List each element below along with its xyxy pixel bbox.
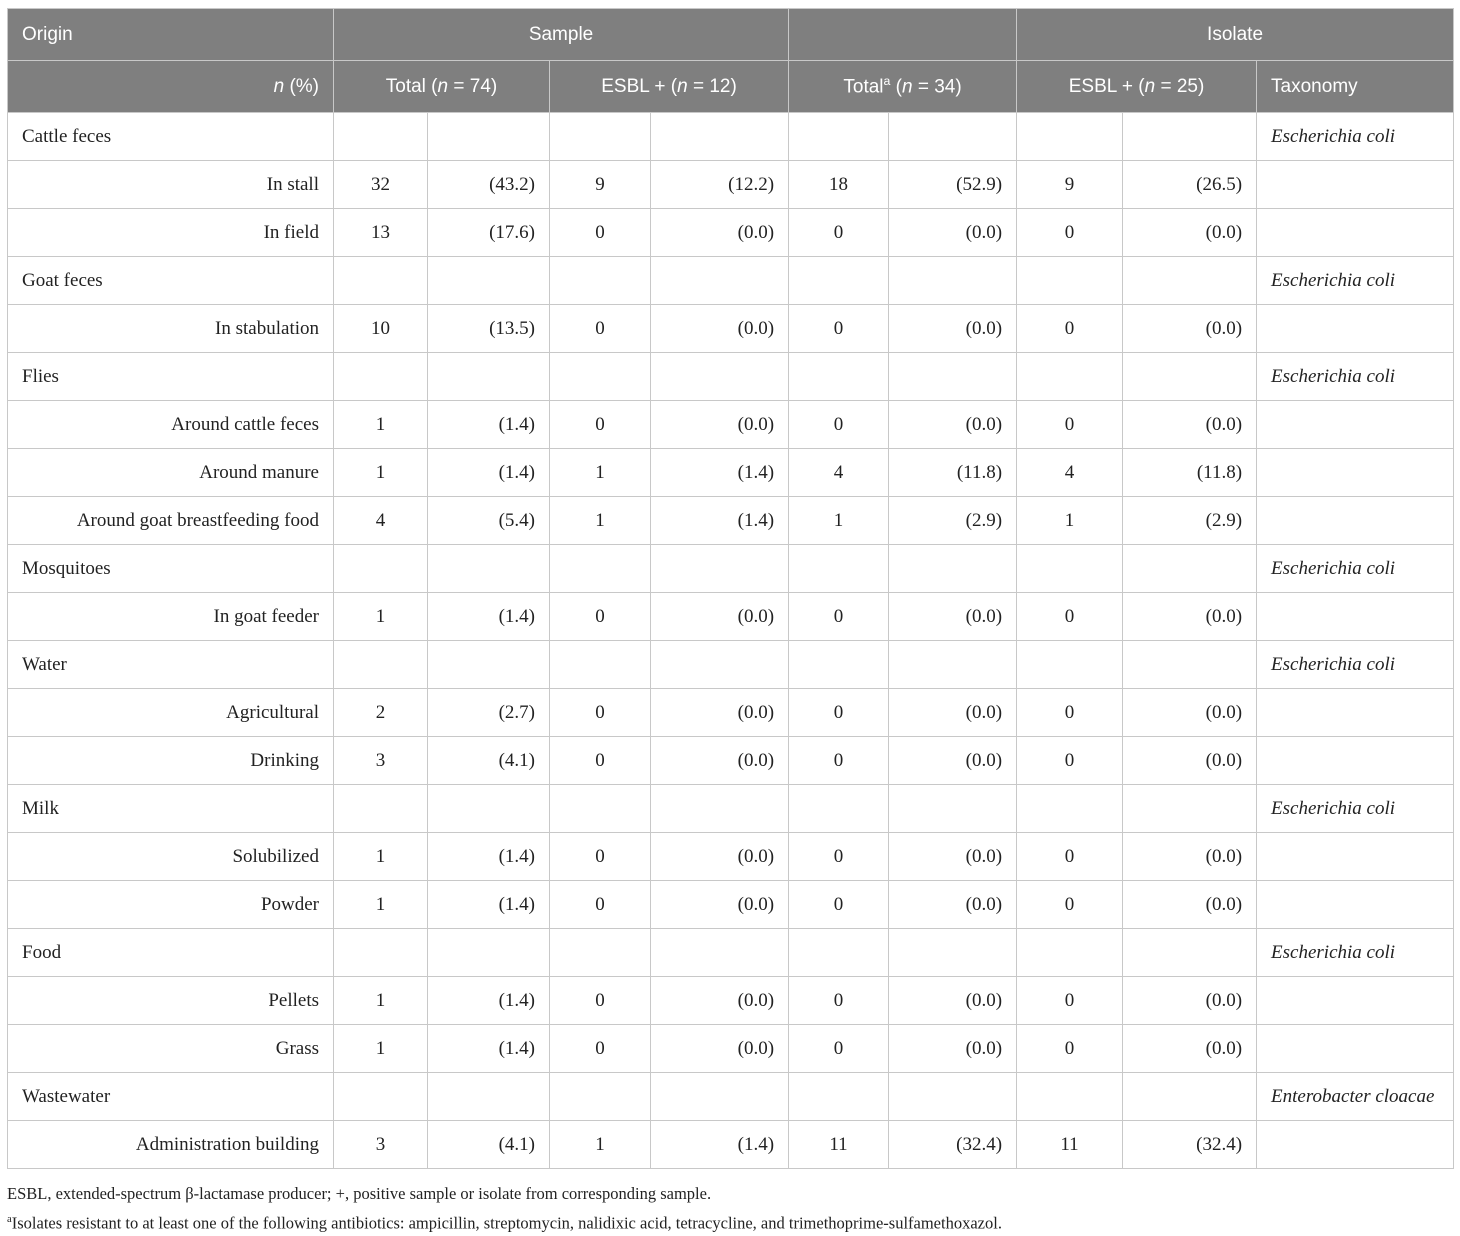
count-cell: 4 — [789, 449, 889, 497]
table-row — [8, 1121, 1454, 1169]
empty-cell — [1123, 257, 1257, 305]
table-row — [8, 449, 1454, 497]
empty-cell — [651, 929, 789, 977]
percent-cell: (2.7) — [428, 689, 550, 737]
header-origin: Origin — [8, 9, 334, 61]
empty-cell — [651, 545, 789, 593]
percent-cell: (0.0) — [1123, 305, 1257, 353]
taxonomy-cell: Escherichia coli — [1257, 641, 1454, 689]
empty-cell — [1257, 209, 1454, 257]
count-cell: 3 — [334, 737, 428, 785]
percent-cell: (1.4) — [651, 449, 789, 497]
percent-cell: (32.4) — [1123, 1121, 1257, 1169]
table-row — [8, 1025, 1454, 1073]
empty-cell — [789, 113, 889, 161]
count-cell: 1 — [334, 881, 428, 929]
percent-cell: (4.1) — [428, 737, 550, 785]
count-cell: 1 — [334, 977, 428, 1025]
empty-cell — [1123, 353, 1257, 401]
count-cell: 0 — [550, 305, 651, 353]
empty-cell — [789, 641, 889, 689]
percent-cell: (0.0) — [889, 689, 1017, 737]
empty-cell — [789, 545, 889, 593]
empty-cell — [889, 257, 1017, 305]
percent-cell: (0.0) — [1123, 401, 1257, 449]
header-blank — [789, 9, 1017, 61]
taxonomy-cell: Escherichia coli — [1257, 929, 1454, 977]
origin-category: Milk — [8, 785, 334, 833]
percent-cell: (0.0) — [889, 1025, 1017, 1073]
count-cell: 0 — [1017, 977, 1123, 1025]
percent-cell: (11.8) — [1123, 449, 1257, 497]
table-header — [8, 9, 1454, 113]
count-cell: 10 — [334, 305, 428, 353]
percent-cell: (0.0) — [1123, 881, 1257, 929]
empty-cell — [1017, 113, 1123, 161]
origin-subcategory: Powder — [8, 881, 334, 929]
empty-cell — [1123, 785, 1257, 833]
empty-cell — [1017, 929, 1123, 977]
percent-cell: (0.0) — [1123, 593, 1257, 641]
percent-cell: (1.4) — [428, 881, 550, 929]
table-row — [8, 833, 1454, 881]
footnote-abbreviations: ESBL, extended-spectrum β-lactamase producer; +, positive sample or isolate from corresponding sample. — [7, 1184, 712, 1203]
taxonomy-cell: Escherichia coli — [1257, 257, 1454, 305]
empty-cell — [789, 785, 889, 833]
origin-subcategory: Around manure — [8, 449, 334, 497]
empty-cell — [1123, 113, 1257, 161]
count-cell: 32 — [334, 161, 428, 209]
empty-cell — [428, 1073, 550, 1121]
percent-cell: (0.0) — [651, 209, 789, 257]
empty-cell — [428, 113, 550, 161]
empty-cell — [1017, 1073, 1123, 1121]
origin-category: Food — [8, 929, 334, 977]
empty-cell — [651, 1073, 789, 1121]
header-isolate-total: Total$^a$ (n = 34) — [789, 61, 1017, 113]
empty-cell — [334, 1073, 428, 1121]
empty-cell — [889, 545, 1017, 593]
percent-cell: (0.0) — [889, 881, 1017, 929]
table-row — [8, 305, 1454, 353]
empty-cell — [1017, 257, 1123, 305]
percent-cell: (0.0) — [1123, 833, 1257, 881]
origin-category: Wastewater — [8, 1073, 334, 1121]
data-table — [7, 8, 1454, 1169]
percent-cell: (0.0) — [889, 209, 1017, 257]
empty-cell — [550, 353, 651, 401]
count-cell: 0 — [550, 689, 651, 737]
empty-cell — [889, 929, 1017, 977]
origin-subcategory: In stall — [8, 161, 334, 209]
empty-cell — [1257, 161, 1454, 209]
count-cell: 1 — [550, 1121, 651, 1169]
empty-cell — [428, 929, 550, 977]
empty-cell — [428, 545, 550, 593]
origin-subcategory: Administration building — [8, 1121, 334, 1169]
empty-cell — [334, 929, 428, 977]
percent-cell: (26.5) — [1123, 161, 1257, 209]
count-cell: 1 — [1017, 497, 1123, 545]
count-cell: 1 — [334, 833, 428, 881]
percent-cell: (43.2) — [428, 161, 550, 209]
count-cell: 1 — [334, 1025, 428, 1073]
empty-cell — [889, 785, 1017, 833]
empty-cell — [550, 929, 651, 977]
empty-cell — [789, 257, 889, 305]
percent-cell: (0.0) — [651, 1025, 789, 1073]
empty-cell — [651, 257, 789, 305]
count-cell: 0 — [550, 401, 651, 449]
empty-cell — [1257, 737, 1454, 785]
header-isolate: Isolate — [1017, 9, 1454, 61]
count-cell: 3 — [334, 1121, 428, 1169]
percent-cell: (52.9) — [889, 161, 1017, 209]
count-cell: 0 — [550, 209, 651, 257]
origin-subcategory: Around cattle feces — [8, 401, 334, 449]
count-cell: 0 — [789, 305, 889, 353]
count-cell: 11 — [1017, 1121, 1123, 1169]
percent-cell: (1.4) — [651, 1121, 789, 1169]
empty-cell — [550, 545, 651, 593]
taxonomy-cell: Escherichia coli — [1257, 113, 1454, 161]
empty-cell — [789, 1073, 889, 1121]
empty-cell — [334, 353, 428, 401]
category-row — [8, 641, 1454, 689]
empty-cell — [1257, 449, 1454, 497]
count-cell: 0 — [1017, 593, 1123, 641]
percent-cell: (2.9) — [1123, 497, 1257, 545]
empty-cell — [1257, 401, 1454, 449]
empty-cell — [428, 641, 550, 689]
empty-cell — [550, 785, 651, 833]
percent-cell: (0.0) — [651, 833, 789, 881]
empty-cell — [550, 113, 651, 161]
origin-subcategory: In stabulation — [8, 305, 334, 353]
count-cell: 0 — [550, 737, 651, 785]
count-cell: 11 — [789, 1121, 889, 1169]
percent-cell: (0.0) — [889, 833, 1017, 881]
count-cell: 18 — [789, 161, 889, 209]
taxonomy-cell: Escherichia coli — [1257, 353, 1454, 401]
count-cell: 13 — [334, 209, 428, 257]
empty-cell — [1257, 593, 1454, 641]
category-row — [8, 929, 1454, 977]
percent-cell: (11.8) — [889, 449, 1017, 497]
percent-cell: (2.9) — [889, 497, 1017, 545]
percent-cell: (1.4) — [428, 977, 550, 1025]
empty-cell — [1017, 353, 1123, 401]
empty-cell — [889, 353, 1017, 401]
empty-cell — [334, 545, 428, 593]
table-row — [8, 977, 1454, 1025]
empty-cell — [428, 353, 550, 401]
empty-cell — [1017, 785, 1123, 833]
empty-cell — [1257, 977, 1454, 1025]
percent-cell: (0.0) — [889, 977, 1017, 1025]
percent-cell: (13.5) — [428, 305, 550, 353]
count-cell: 0 — [550, 1025, 651, 1073]
empty-cell — [334, 257, 428, 305]
percent-cell: (1.4) — [651, 497, 789, 545]
origin-category: Goat feces — [8, 257, 334, 305]
count-cell: 1 — [334, 401, 428, 449]
percent-cell: (0.0) — [651, 881, 789, 929]
header-sample-total: Total (n = 74) — [334, 61, 550, 113]
category-row — [8, 113, 1454, 161]
origin-subcategory: In field — [8, 209, 334, 257]
percent-cell: (0.0) — [651, 593, 789, 641]
taxonomy-cell: Escherichia coli — [1257, 785, 1454, 833]
empty-cell — [1257, 689, 1454, 737]
percent-cell: (0.0) — [1123, 737, 1257, 785]
count-cell: 0 — [789, 881, 889, 929]
header-n-pct: n (%) — [8, 61, 334, 113]
count-cell: 0 — [789, 593, 889, 641]
origin-subcategory: Solubilized — [8, 833, 334, 881]
origin-category: Mosquitoes — [8, 545, 334, 593]
table-row — [8, 497, 1454, 545]
percent-cell: (0.0) — [889, 593, 1017, 641]
empty-cell — [1123, 641, 1257, 689]
table-row — [8, 881, 1454, 929]
percent-cell: (0.0) — [651, 737, 789, 785]
table-row — [8, 593, 1454, 641]
count-cell: 0 — [789, 401, 889, 449]
category-row — [8, 1073, 1454, 1121]
origin-subcategory: Around goat breastfeeding food — [8, 497, 334, 545]
empty-cell — [334, 113, 428, 161]
empty-cell — [1017, 545, 1123, 593]
percent-cell: (1.4) — [428, 593, 550, 641]
count-cell: 0 — [1017, 401, 1123, 449]
empty-cell — [550, 257, 651, 305]
percent-cell: (0.0) — [889, 401, 1017, 449]
count-cell: 0 — [789, 1025, 889, 1073]
percent-cell: (17.6) — [428, 209, 550, 257]
percent-cell: (0.0) — [889, 737, 1017, 785]
count-cell: 1 — [789, 497, 889, 545]
category-row — [8, 785, 1454, 833]
percent-cell: (0.0) — [651, 305, 789, 353]
origin-subcategory: Grass — [8, 1025, 334, 1073]
count-cell: 9 — [1017, 161, 1123, 209]
table-row — [8, 737, 1454, 785]
count-cell: 4 — [1017, 449, 1123, 497]
count-cell: 2 — [334, 689, 428, 737]
count-cell: 0 — [1017, 833, 1123, 881]
category-row — [8, 257, 1454, 305]
count-cell: 0 — [789, 977, 889, 1025]
percent-cell: (1.4) — [428, 449, 550, 497]
percent-cell: (1.4) — [428, 833, 550, 881]
count-cell: 9 — [550, 161, 651, 209]
percent-cell: (0.0) — [889, 305, 1017, 353]
empty-cell — [550, 641, 651, 689]
empty-cell — [1257, 833, 1454, 881]
count-cell: 1 — [334, 593, 428, 641]
header-sample: Sample — [334, 9, 789, 61]
empty-cell — [1017, 641, 1123, 689]
empty-cell — [1123, 545, 1257, 593]
count-cell: 1 — [550, 449, 651, 497]
empty-cell — [1123, 1073, 1257, 1121]
origin-category: Flies — [8, 353, 334, 401]
count-cell: 0 — [1017, 689, 1123, 737]
empty-cell — [1257, 881, 1454, 929]
count-cell: 0 — [1017, 209, 1123, 257]
taxonomy-cell: Escherichia coli — [1257, 545, 1454, 593]
origin-subcategory: Drinking — [8, 737, 334, 785]
count-cell: 0 — [789, 689, 889, 737]
percent-cell: (0.0) — [1123, 209, 1257, 257]
percent-cell: (0.0) — [651, 977, 789, 1025]
origin-category: Cattle feces — [8, 113, 334, 161]
count-cell: 0 — [550, 881, 651, 929]
origin-category: Water — [8, 641, 334, 689]
table-row — [8, 161, 1454, 209]
count-cell: 0 — [550, 977, 651, 1025]
empty-cell — [1257, 1025, 1454, 1073]
count-cell: 0 — [789, 737, 889, 785]
origin-subcategory: In goat feeder — [8, 593, 334, 641]
count-cell: 0 — [1017, 1025, 1123, 1073]
count-cell: 0 — [1017, 737, 1123, 785]
empty-cell — [1257, 497, 1454, 545]
table-row — [8, 401, 1454, 449]
count-cell: 0 — [789, 833, 889, 881]
empty-cell — [1123, 929, 1257, 977]
table-row — [8, 209, 1454, 257]
origin-subcategory: Agricultural — [8, 689, 334, 737]
header-isolate-esbl: ESBL + (n = 25) — [1017, 61, 1257, 113]
empty-cell — [889, 1073, 1017, 1121]
empty-cell — [651, 785, 789, 833]
percent-cell: (4.1) — [428, 1121, 550, 1169]
empty-cell — [428, 785, 550, 833]
footnote-a: $^a$Isolates resistant to at least one of the following antibiotics: ampicillin, streptomycin, nalidixic acid, tetracycline, and trimethoprime-sulfamethoxazol. — [7, 1213, 1002, 1233]
count-cell: 0 — [1017, 305, 1123, 353]
empty-cell — [334, 785, 428, 833]
percent-cell: (12.2) — [651, 161, 789, 209]
empty-cell — [651, 641, 789, 689]
count-cell: 0 — [550, 833, 651, 881]
category-row — [8, 353, 1454, 401]
empty-cell — [789, 353, 889, 401]
percent-cell: (32.4) — [889, 1121, 1017, 1169]
percent-cell: (0.0) — [1123, 689, 1257, 737]
empty-cell — [651, 353, 789, 401]
count-cell: 1 — [550, 497, 651, 545]
empty-cell — [889, 641, 1017, 689]
percent-cell: (1.4) — [428, 401, 550, 449]
empty-cell — [428, 257, 550, 305]
empty-cell — [1257, 1121, 1454, 1169]
table-row — [8, 689, 1454, 737]
taxonomy-cell: Enterobacter cloacae — [1257, 1073, 1454, 1121]
percent-cell: (0.0) — [1123, 977, 1257, 1025]
empty-cell — [550, 1073, 651, 1121]
count-cell: 1 — [334, 449, 428, 497]
empty-cell — [651, 113, 789, 161]
header-sample-esbl: ESBL + (n = 12) — [550, 61, 789, 113]
empty-cell — [889, 113, 1017, 161]
origin-subcategory: Pellets — [8, 977, 334, 1025]
percent-cell: (0.0) — [651, 689, 789, 737]
empty-cell — [334, 641, 428, 689]
category-row — [8, 545, 1454, 593]
empty-cell — [789, 929, 889, 977]
percent-cell: (0.0) — [651, 401, 789, 449]
count-cell: 0 — [789, 209, 889, 257]
header-taxonomy: Taxonomy — [1257, 61, 1454, 113]
count-cell: 4 — [334, 497, 428, 545]
percent-cell: (1.4) — [428, 1025, 550, 1073]
percent-cell: (5.4) — [428, 497, 550, 545]
empty-cell — [1257, 305, 1454, 353]
count-cell: 0 — [1017, 881, 1123, 929]
table-body — [8, 113, 1454, 1169]
count-cell: 0 — [550, 593, 651, 641]
percent-cell: (0.0) — [1123, 1025, 1257, 1073]
